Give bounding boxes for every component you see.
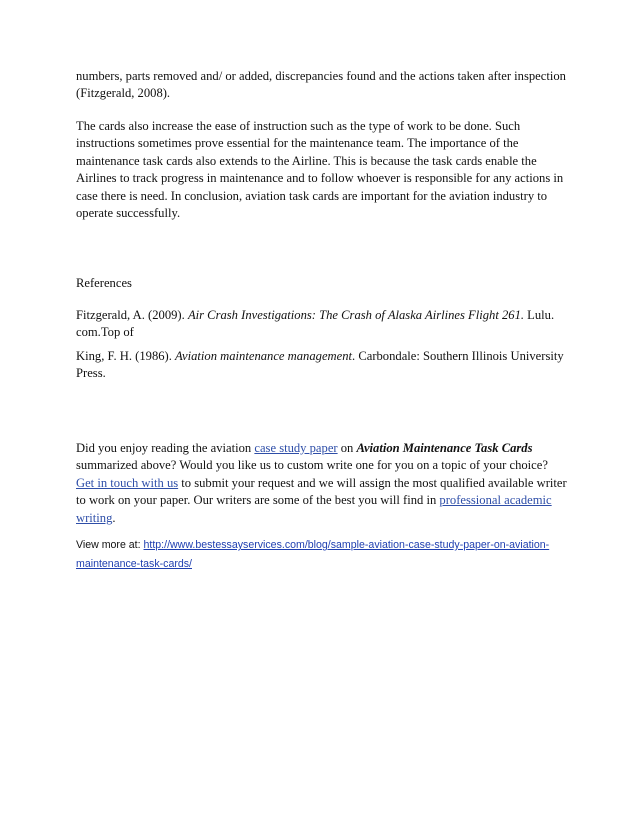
ref2-title: Aviation maintenance management <box>175 349 353 363</box>
promo-bold-title: Aviation Maintenance Task Cards <box>356 441 533 455</box>
promo-text-3: summarized above? Would you like us to custom write one for you on a topic of your choice? <box>76 458 548 473</box>
promo-text-1: Did you enjoy reading the aviation <box>76 441 255 455</box>
professional-academic-writing-link[interactable]: professional academic writing <box>76 493 552 525</box>
get-in-touch-link[interactable]: Get in touch with us <box>76 475 179 490</box>
ref1-rest: Lulu. com.Top of <box>76 308 555 340</box>
promo-text-2: on <box>337 441 357 455</box>
reference-fitzgerald <box>76 307 568 342</box>
promo-text-4: to submit your request and we will assign the most qualified available writer to work on your paper. Our writers are some of the best you will find in <box>76 475 567 508</box>
reference-king <box>76 348 568 383</box>
view-more-line <box>76 536 568 574</box>
case-study-paper-link[interactable]: case study paper <box>254 441 338 455</box>
ref2-rest: . Carbondale: Southern Illinois University Press. <box>76 349 564 381</box>
paragraph-continued: numbers, parts removed and/ or added, discrepancies found and the actions taken after inspection (Fitzgerald, 2008). <box>76 69 566 101</box>
view-more-label: View more at: <box>76 539 144 551</box>
ref2-author: King, F. H. (1986). <box>76 349 176 363</box>
promo-paragraph <box>76 440 568 527</box>
ref1-title: Air Crash Investigations: The Crash of Alaska Airlines Flight 261. <box>187 308 525 322</box>
paragraph-task-cards: The cards also increase the ease of instruction such as the type of work to be done. Such instructions sometimes prove essential for the maintenance team. The importance of the maintenance task cards also extends to the Airline. This is because the task cards enable the Airlines to track progress in maintenance and to follow whoever is responsible for any actions in case there is need. In conclusion, aviation task cards are important for the aviation industry to operate successfully. <box>76 119 564 221</box>
references-heading: References <box>76 276 132 290</box>
promo-text-5: . <box>112 510 116 525</box>
view-more-url-link[interactable]: http://www.bestessayservices.com/blog/sample-aviation-case-study-paper-on-aviation-maintenance-task-cards/ <box>76 539 550 570</box>
ref1-author: Fitzgerald, A. (2009). <box>76 308 188 322</box>
